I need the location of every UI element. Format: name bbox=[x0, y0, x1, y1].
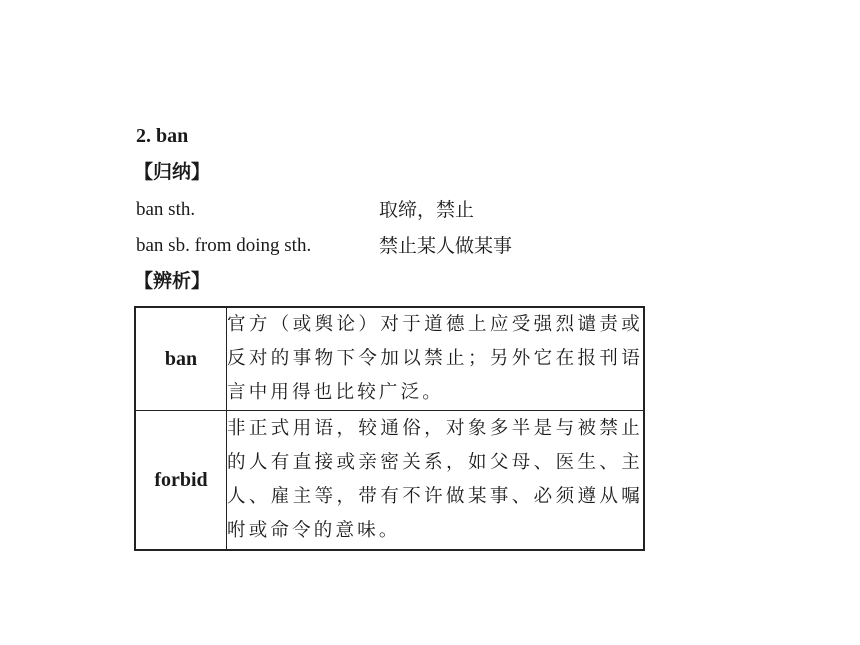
usage-phrase: ban sb. from doing sth. bbox=[136, 235, 312, 256]
usage-meaning: 取缔，禁止 bbox=[379, 199, 475, 221]
description-cell: 非正式用语，较通俗，对象多半是与被禁止的人有直接或亲密关系，如父母、医生、主人、雇主等，带有不许做某事、必须遵从嘱咐或命令的意味。 bbox=[227, 411, 645, 551]
usage-meaning: 禁止某人做某事 bbox=[379, 235, 513, 257]
summary-label: 【归纳】 bbox=[134, 161, 211, 183]
term-cell: ban bbox=[135, 307, 227, 411]
table-row bbox=[135, 307, 644, 411]
item-heading: 2. ban bbox=[136, 125, 189, 147]
term-cell: forbid bbox=[135, 411, 227, 551]
description-cell: 官方（或舆论）对于道德上应受强烈谴责或反对的事物下令加以禁止；另外它在报刊语言中用得也比较广泛。 bbox=[227, 307, 645, 411]
comparison-table bbox=[134, 306, 645, 551]
analysis-label: 【辨析】 bbox=[134, 270, 211, 292]
usage-phrase: ban sth. bbox=[136, 199, 196, 220]
table-row bbox=[135, 411, 644, 551]
